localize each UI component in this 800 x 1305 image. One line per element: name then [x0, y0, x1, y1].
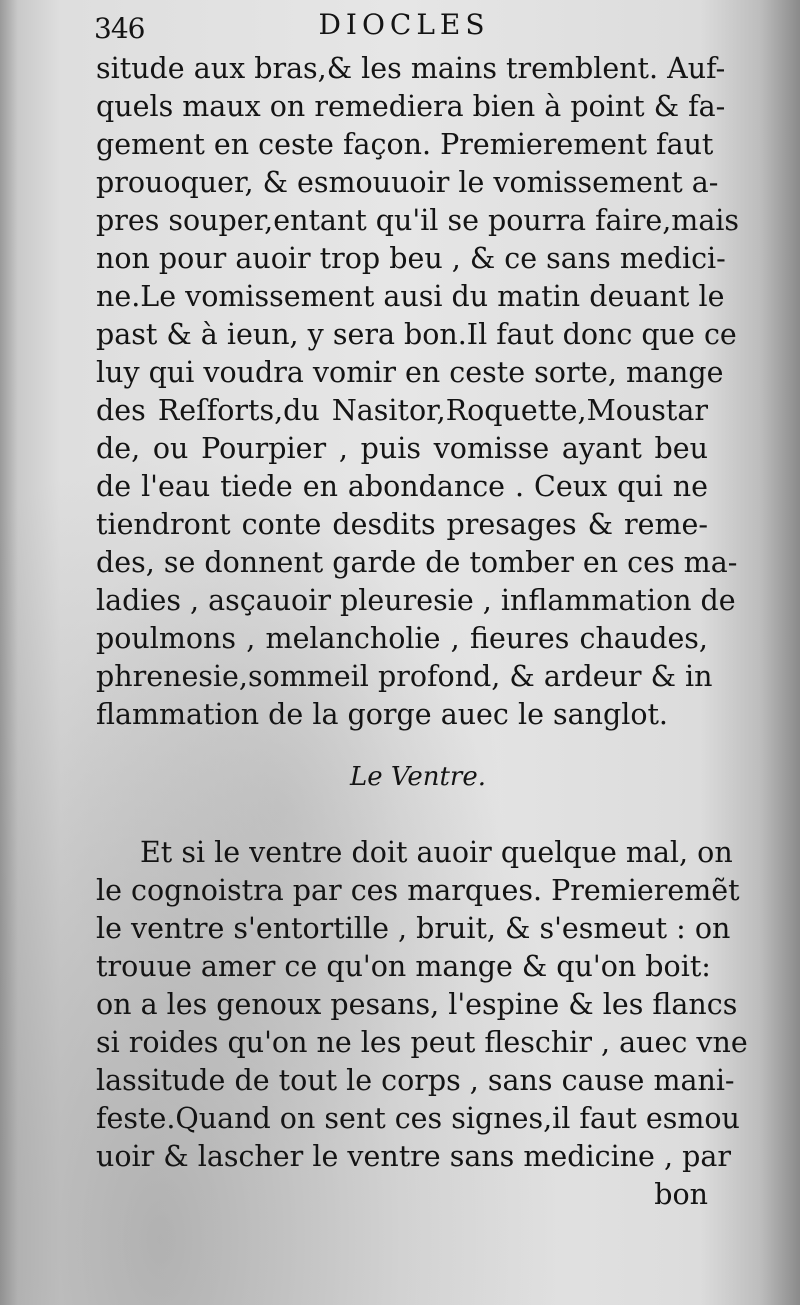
text-line: tiendront conte desdits presages & reme-: [96, 508, 708, 541]
text-line: trouue amer ce qu'on mange & qu'on boit:: [96, 950, 711, 983]
text-line: poulmons , melancholie , fieures chaudes,: [96, 622, 708, 655]
text-line: uoir & lascher le ventre sans medicine , par: [96, 1140, 731, 1173]
text-line: des, se donnent garde de tomber en ces ma-: [96, 546, 738, 579]
text-line: gement en ceste façon. Premierement faut: [96, 128, 714, 161]
text-line: de, ou Pourpier , puis vomisse ayant beu: [96, 432, 708, 465]
text-line: situde aux bras,& les mains tremblent. Auf-: [96, 52, 726, 85]
text-line: non pour auoir trop beu , & ce sans medici-: [96, 242, 726, 275]
paragraph-2: [96, 834, 748, 1214]
page-number: 346: [94, 12, 145, 45]
text-line: prouoquer, & esmouuoir le vomissement a-: [96, 166, 719, 199]
text-line: quels maux on remediera bien à point & fa-: [96, 90, 726, 123]
text-line: le ventre s'entortille , bruit, & s'esmeut : on: [96, 912, 731, 945]
text-line: flammation de la gorge auec le sanglot.: [96, 698, 668, 731]
text-line: ladies , asçauoir pleuresie , inflammation de: [96, 584, 736, 617]
text-line: ne.Le vomissement ausi du matin deuant le: [96, 280, 725, 313]
section-heading: Le Ventre.: [350, 762, 486, 792]
paragraph-1: [96, 50, 740, 734]
catchword: bon: [654, 1178, 708, 1211]
text-line: on a les genoux pesans, l'espine & les flancs: [96, 988, 738, 1021]
running-title: DIOCLES: [318, 8, 490, 41]
text-line: luy qui voudra vomir en ceste sorte, mange: [96, 356, 724, 389]
text-line: de l'eau tiede en abondance . Ceux qui ne: [96, 470, 708, 503]
page-header: [94, 6, 706, 48]
text-line: le cognoistra par ces marques. Premieremẽt: [96, 874, 740, 907]
text-line: Et si le ventre doit auoir quelque mal, on: [140, 836, 733, 869]
text-line: phrenesie,sommeil profond, & ardeur & in: [96, 660, 713, 693]
text-line: past & à ieun, y sera bon.Il faut donc que ce: [96, 318, 737, 351]
text-line: des Reſforts,du Nasitor,Roquette,Moustar: [96, 394, 708, 427]
text-line: feste.Quand on sent ces signes,il faut esmou: [96, 1102, 740, 1135]
text-line: lassitude de tout le corps , sans cause mani-: [96, 1064, 735, 1097]
text-line: si roides qu'on ne les peut fleschir , auec vne: [96, 1026, 748, 1059]
text-line: pres souper,entant qu'il se pourra faire,mais: [96, 204, 740, 237]
